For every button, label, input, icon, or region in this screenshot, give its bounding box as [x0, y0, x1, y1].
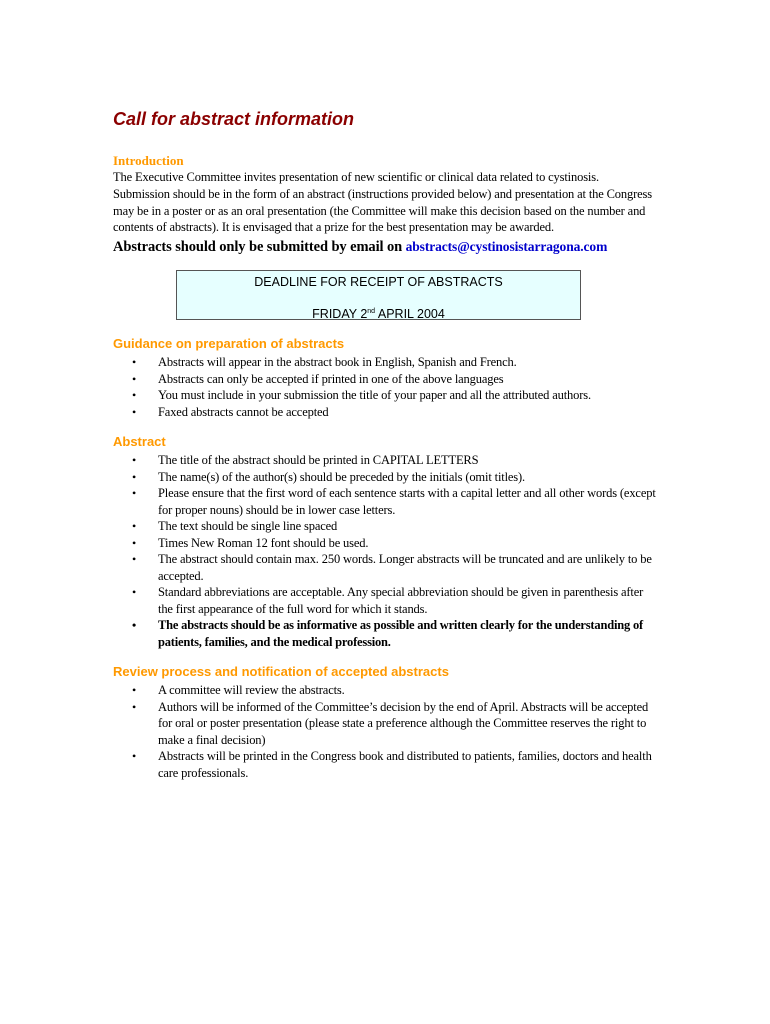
review-heading: Review process and notification of accepted abstracts [113, 664, 449, 680]
list-item [113, 485, 658, 518]
list-item-text: Abstracts can only be accepted if printed in one of the above languages [158, 371, 504, 386]
bullet-icon: • [132, 585, 137, 600]
bullet-icon: • [132, 519, 137, 534]
bullet-icon: • [132, 486, 137, 501]
bullet-icon: • [132, 618, 137, 633]
guidance-list [113, 354, 658, 420]
list-item [113, 699, 658, 749]
list-item-text: Abstracts will be printed in the Congress book and distributed to patients, families, doctors and health care professionals. [158, 749, 652, 780]
deadline-date-day: FRIDAY 2 [312, 307, 368, 322]
list-item [113, 518, 658, 535]
list-item-text: Abstracts will appear in the abstract book in English, Spanish and French. [158, 355, 517, 370]
list-item [113, 387, 658, 404]
list-item-text: The name(s) of the author(s) should be preceded by the initials (omit titles). [158, 469, 526, 484]
submission-instruction [113, 237, 658, 257]
bullet-icon: • [132, 535, 137, 550]
bullet-icon: • [132, 552, 137, 567]
bullet-icon: • [132, 749, 137, 764]
list-item-text: The abstracts should be as informative as possible and written clearly for the understanding of patients, families, and the medical profession. [158, 618, 643, 649]
list-item-text: Times New Roman 12 font should be used. [158, 535, 369, 550]
abstract-heading: Abstract [113, 434, 166, 450]
list-item [113, 584, 658, 617]
bullet-icon: • [132, 699, 137, 714]
abstract-list [113, 452, 658, 650]
list-item [113, 551, 658, 584]
submission-email-link[interactable]: abstracts@cystinosistarragona.com [405, 239, 608, 255]
page-title: Call for abstract information [113, 109, 355, 129]
list-item [113, 748, 658, 781]
list-item [113, 371, 658, 388]
list-item [113, 354, 658, 371]
introduction-text: The Executive Committee invites presentation of new scientific or clinical data related to cystinosis. Submission should be in the form of an abstract (instructions provided below) and presentation at the Congress may be in a poster or as an oral presentation (the Committee will make this decision based on the number and contents of abstracts). It is envisaged that a prize for the best presentation may be awarded. [113, 170, 652, 235]
bullet-icon: • [132, 453, 137, 468]
submission-text: Abstracts should only be submitted by email on [113, 239, 403, 256]
list-item-text: Standard abbreviations are acceptable. Any special abbreviation should be given in parenthesis after the first appearance of the full word for which it stands. [158, 585, 644, 616]
list-item [113, 469, 658, 486]
list-item-text: The title of the abstract should be printed in CAPITAL LETTERS [158, 453, 479, 468]
list-item-text: A committee will review the abstracts. [158, 683, 345, 698]
list-item-text: The abstract should contain max. 250 words. Longer abstracts will be truncated and are unlikely to be accepted. [158, 552, 652, 583]
introduction-heading: Introduction [113, 153, 184, 168]
list-item [113, 682, 658, 699]
review-list [113, 682, 658, 781]
deadline-date-ordinal: nd [367, 308, 376, 316]
deadline-date-month-year: APRIL 2004 [375, 307, 445, 322]
bullet-icon: • [132, 355, 137, 370]
list-item [113, 404, 658, 421]
list-item-text: Please ensure that the first word of each sentence starts with a capital letter and all other words (except for proper nouns) should be in lower case letters. [158, 486, 656, 517]
deadline-box [176, 270, 581, 320]
deadline-heading: DEADLINE FOR RECEIPT OF ABSTRACTS [254, 275, 503, 290]
bullet-icon: • [132, 404, 137, 419]
bullet-icon: • [132, 469, 137, 484]
guidance-heading: Guidance on preparation of abstracts [113, 336, 345, 352]
list-item [113, 617, 658, 650]
list-item-text: Faxed abstracts cannot be accepted [158, 404, 329, 419]
list-item-text: The text should be single line spaced [158, 519, 338, 534]
list-item-text: Authors will be informed of the Committee’s decision by the end of April. Abstracts will be accepted for oral or poster presentation (please state a preference although the Committee reserves the right to make a final decision) [158, 699, 649, 747]
list-item-text: You must include in your submission the title of your paper and all the attributed authors. [158, 388, 591, 403]
bullet-icon: • [132, 371, 137, 386]
bullet-icon: • [132, 388, 137, 403]
list-item [113, 452, 658, 469]
document-page [113, 108, 658, 781]
list-item [113, 535, 658, 552]
bullet-icon: • [132, 683, 137, 698]
deadline-date [177, 290, 580, 322]
